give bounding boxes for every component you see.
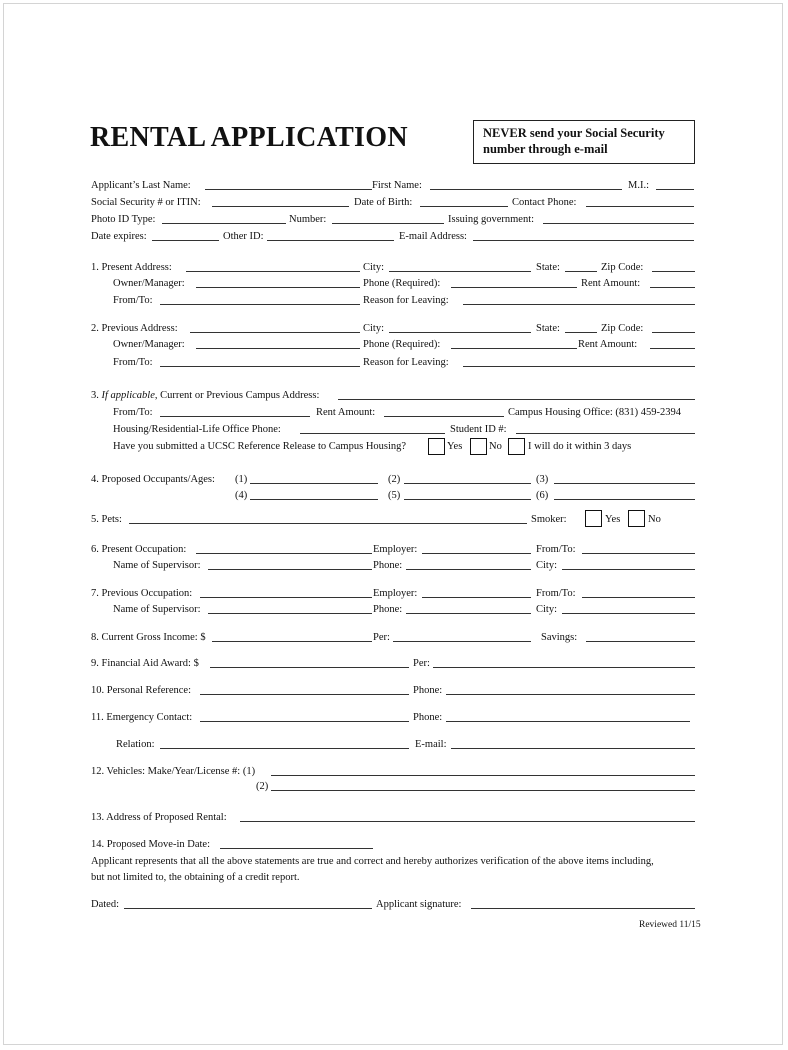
occupant-3-field[interactable] [554,483,695,484]
occupant-3-label: (3) [536,474,549,485]
email-address-label: E-mail Address: [399,231,467,242]
previous-owner-field[interactable] [196,348,360,349]
relation-label: Relation: [116,739,155,750]
present-supervisor-field[interactable] [208,569,372,570]
campus-prefix: 3. [91,390,102,401]
reference-phone-field[interactable] [446,694,695,695]
present-job-city-label: City: [536,560,558,571]
photo-id-type-field[interactable] [162,223,286,224]
previous-job-from-to-field[interactable] [582,597,695,598]
ucsc-later-label: I will do it within 3 days [528,441,632,452]
previous-reason-label: Reason for Leaving: [363,357,449,368]
ucsc-yes-label: Yes [447,441,463,452]
issuing-government-label: Issuing government: [448,214,535,225]
reference-phone-label: Phone: [413,685,443,696]
first-name-label: First Name: [372,180,422,191]
ssn-warning-line-1: NEVER send your Social Security [483,126,665,140]
smoker-yes-checkbox[interactable] [585,510,602,527]
previous-city-label: City: [363,323,385,334]
emergency-contact-field[interactable] [200,721,409,722]
previous-occupation-field[interactable] [200,597,372,598]
vehicle-1-field[interactable] [271,775,695,776]
occupant-1-field[interactable] [250,483,378,484]
previous-employer-label: Employer: [373,588,418,599]
id-number-field[interactable] [332,223,444,224]
present-rent-label: Rent Amount: [581,278,641,289]
previous-from-to-field[interactable] [160,366,360,367]
previous-supervisor-field[interactable] [208,613,372,614]
smoker-yes-label: Yes [605,514,621,525]
present-address-field[interactable] [186,271,360,272]
previous-state-label: State: [536,323,560,334]
ucsc-later-checkbox[interactable] [508,438,525,455]
income-per-field[interactable] [393,641,531,642]
present-job-from-to-field[interactable] [582,553,695,554]
present-state-field[interactable] [565,271,597,272]
signature-label: Applicant signature: [376,899,462,910]
previous-zip-field[interactable] [652,332,695,333]
occupant-4-field[interactable] [250,499,378,500]
savings-field[interactable] [586,641,695,642]
campus-rent-label: Rent Amount: [316,407,376,418]
statement-line-1: Applicant represents that all the above statements are true and correct and hereby authorizes verification of the above items including, [91,856,654,867]
campus-address-label [91,389,319,402]
previous-rent-label: Rent Amount: [578,339,638,350]
gross-income-label: 8. Current Gross Income: $ [91,632,206,643]
present-state-label: State: [536,262,560,273]
issuing-government-field[interactable] [543,223,694,224]
previous-supervisor-label: Name of Supervisor: [113,604,201,615]
ucsc-no-label: No [489,441,502,452]
photo-id-type-label: Photo ID Type: [91,214,156,225]
last-name-label: Applicant’s Last Name: [91,180,191,191]
contact-phone-label: Contact Phone: [512,197,577,208]
email-address-field[interactable] [473,240,694,241]
previous-job-from-to-label: From/To: [536,588,576,599]
occupant-2-label: (2) [388,474,401,485]
ssn-field[interactable] [212,206,349,207]
personal-reference-field[interactable] [200,694,409,695]
previous-address-field[interactable] [190,332,360,333]
ucsc-release-question: Have you submitted a UCSC Reference Release to Campus Housing? [113,441,407,452]
proposed-rental-field[interactable] [240,821,695,822]
campus-housing-office: Campus Housing Office: (831) 459-2394 [508,407,682,418]
res-life-phone-label: Housing/Residential-Life Office Phone: [113,424,281,435]
id-number-label: Number: [289,214,327,225]
campus-address-text: , Current or Previous Campus Address: [154,390,320,401]
income-per-label: Per: [373,632,390,643]
present-reason-field[interactable] [463,304,695,305]
campus-from-to-label: From/To: [113,407,153,418]
smoker-no-checkbox[interactable] [628,510,645,527]
present-owner-field[interactable] [196,287,360,288]
vehicle-2-label: (2) [256,781,269,792]
previous-occupation-label: 7. Previous Occupation: [91,588,193,599]
present-occupation-label: 6. Present Occupation: [91,544,187,555]
aid-per-field[interactable] [433,667,695,668]
financial-aid-label: 9. Financial Aid Award: $ [91,658,199,669]
present-employer-label: Employer: [373,544,418,555]
if-applicable-text: If applicable [101,390,155,401]
ucsc-no-checkbox[interactable] [470,438,487,455]
ucsc-yes-checkbox[interactable] [428,438,445,455]
vehicle-2-field[interactable] [271,790,695,791]
previous-state-field[interactable] [565,332,597,333]
gross-income-field[interactable] [212,641,372,642]
other-id-field[interactable] [267,240,394,241]
present-owner-label: Owner/Manager: [113,278,185,289]
emergency-email-label: E-mail: [415,739,447,750]
pets-label: 5. Pets: [91,514,122,525]
present-reason-label: Reason for Leaving: [363,295,449,306]
occupants-label: 4. Proposed Occupants/Ages: [91,474,215,485]
dob-field[interactable] [420,206,508,207]
dated-field[interactable] [124,908,372,909]
occupant-2-field[interactable] [404,483,531,484]
present-job-from-to-label: From/To: [536,544,576,555]
previous-zip-label: Zip Code: [601,323,644,334]
mi-label: M.I.: [628,180,649,191]
present-occupation-field[interactable] [196,553,372,554]
present-phone-label: Phone (Required): [363,278,441,289]
previous-owner-label: Owner/Manager: [113,339,185,350]
reviewed-date: Reviewed 11/15 [639,920,701,930]
emergency-phone-label: Phone: [413,712,443,723]
occupant-1-label: (1) [235,474,248,485]
form-title: RENTAL APPLICATION [90,122,408,153]
financial-aid-field[interactable] [210,667,409,668]
contact-phone-field[interactable] [586,206,694,207]
present-job-city-field[interactable] [562,569,695,570]
personal-reference-label: 10. Personal Reference: [91,685,192,696]
emergency-email-field[interactable] [451,748,695,749]
occupant-4-label: (4) [235,490,248,501]
other-id-label: Other ID: [223,231,264,242]
previous-phone-field[interactable] [451,348,577,349]
emergency-contact-label: 11. Emergency Contact: [91,712,193,723]
previous-city-field[interactable] [389,332,531,333]
present-phone-field[interactable] [451,287,577,288]
ssn-warning-line-2: number through e-mail [483,142,608,156]
present-zip-label: Zip Code: [601,262,644,273]
first-name-field[interactable] [430,189,622,190]
date-expires-label: Date expires: [91,231,147,242]
previous-from-to-label: From/To: [113,357,153,368]
savings-label: Savings: [541,632,578,643]
res-life-phone-field[interactable] [300,433,445,434]
proposed-rental-label: 13. Address of Proposed Rental: [91,812,227,823]
occupant-5-field[interactable] [404,499,531,500]
previous-job-phone-field[interactable] [406,613,531,614]
move-in-date-label: 14. Proposed Move-in Date: [91,839,210,850]
mi-field[interactable] [656,189,694,190]
move-in-date-field[interactable] [220,848,373,849]
previous-rent-field[interactable] [650,348,695,349]
campus-from-to-field[interactable] [160,416,310,417]
previous-job-city-field[interactable] [562,613,695,614]
present-rent-field[interactable] [650,287,695,288]
present-zip-field[interactable] [652,271,695,272]
smoker-no-label: No [648,514,661,525]
ssn-label: Social Security # or ITIN: [91,197,201,208]
relation-field[interactable] [160,748,409,749]
present-employer-field[interactable] [422,553,531,554]
smoker-label: Smoker: [531,514,567,525]
present-city-field[interactable] [389,271,531,272]
present-address-label: 1. Present Address: [91,262,172,273]
vehicles-label: 12. Vehicles: Make/Year/License #: (1) [91,766,256,777]
present-from-to-field[interactable] [160,304,360,305]
previous-employer-field[interactable] [422,597,531,598]
pets-field[interactable] [129,523,527,524]
last-name-field[interactable] [205,189,372,190]
statement-line-2: but not limited to, the obtaining of a credit report. [91,872,300,883]
present-job-phone-label: Phone: [373,560,403,571]
occupant-6-label: (6) [536,490,549,501]
previous-job-city-label: City: [536,604,558,615]
present-supervisor-label: Name of Supervisor: [113,560,201,571]
campus-rent-field[interactable] [384,416,504,417]
dob-label: Date of Birth: [354,197,413,208]
campus-address-field[interactable] [338,399,695,400]
signature-field[interactable] [471,908,695,909]
previous-phone-label: Phone (Required): [363,339,441,350]
previous-address-label: 2. Previous Address: [91,323,178,334]
previous-reason-field[interactable] [463,366,695,367]
present-from-to-label: From/To: [113,295,153,306]
ssn-warning-box [473,120,695,164]
present-job-phone-field[interactable] [406,569,531,570]
emergency-phone-field[interactable] [446,721,690,722]
present-city-label: City: [363,262,385,273]
student-id-field[interactable] [516,433,695,434]
previous-job-phone-label: Phone: [373,604,403,615]
dated-label: Dated: [91,899,119,910]
occupant-6-field[interactable] [554,499,695,500]
aid-per-label: Per: [413,658,430,669]
student-id-label: Student ID #: [450,424,507,435]
date-expires-field[interactable] [152,240,219,241]
occupant-5-label: (5) [388,490,401,501]
